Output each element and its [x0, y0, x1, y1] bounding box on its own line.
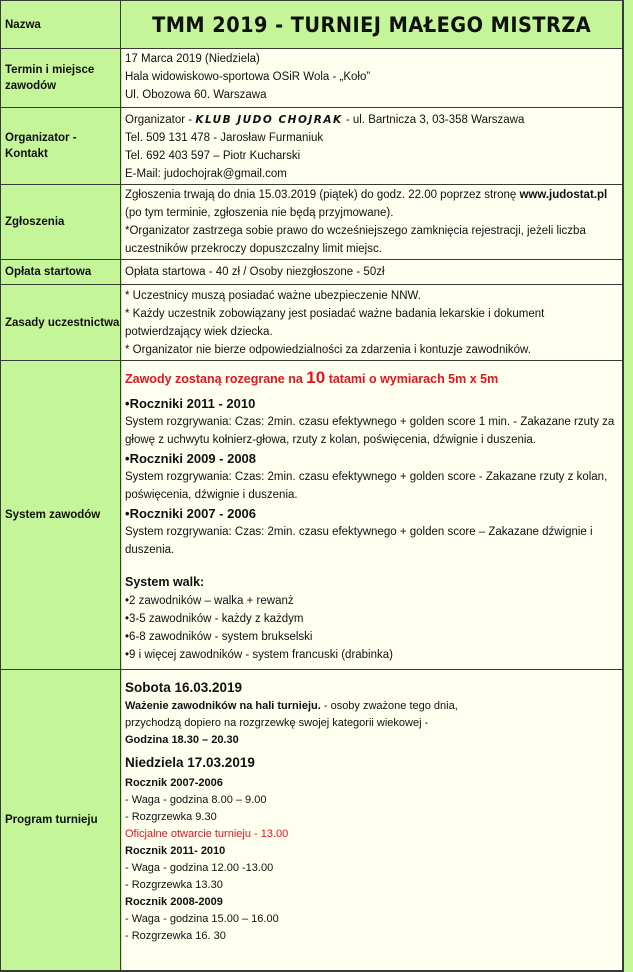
content-system — [122, 361, 622, 669]
group-2-line-1: System rozgrywania: Czas: 2min. czasu efektywnego + golden score - Zakazane rzuty z kolan, — [125, 471, 608, 483]
row-nazwa — [1, 1, 622, 49]
tatami-headline-post: tatami o wymiarach 5m x 5m — [325, 372, 499, 386]
weighing-bold: Ważenie zawodników na hali turnieju. — [125, 700, 321, 712]
content-termin — [122, 49, 622, 107]
fight-system-title: System walk: — [125, 575, 205, 589]
content-zasady — [122, 285, 622, 360]
block-title-3: Rocznik 2008-2009 — [125, 896, 223, 908]
weighing-hours: Godzina 18.30 – 20.30 — [125, 734, 239, 746]
content-oplata — [122, 260, 622, 284]
weighing-line — [125, 698, 619, 715]
label-organizator: Organizator - Kontakt — [1, 108, 121, 184]
fight-system-item: • 3-5 zawodników - każdy z każdym — [125, 610, 619, 628]
saturday-title: Sobota 16.03.2019 — [125, 680, 243, 695]
row-termin — [1, 49, 622, 108]
tatami-headline-pre: Zawody zostaną rozegrane na — [125, 372, 307, 386]
termin-date: 17 Marca 2019 (Niedziela) — [125, 53, 260, 65]
fee-text: Opłata startowa - 40 zł / Osoby niezgłoszone - 50zł — [125, 266, 385, 278]
label-program: Program turnieju — [1, 670, 121, 970]
block-2-item: - Waga - godzina 12.00 -13.00 — [125, 862, 274, 874]
label-nazwa: Nazwa — [1, 1, 121, 48]
row-zasady — [1, 285, 622, 361]
group-title-2: • Roczniki 2009 - 2008 — [125, 449, 619, 468]
label-zgloszenia: Zgłoszenia — [1, 185, 121, 259]
fight-system-item: • 9 i więcej zawodników - system francuski (drabinka) — [125, 646, 619, 664]
termin-address: Ul. Obozowa 60. Warszawa — [125, 89, 267, 101]
contact-phone-2: Tel. 692 403 597 – Piotr Kucharski — [125, 150, 301, 162]
block-3-item: - Waga - godzina 15.00 – 16.00 — [125, 913, 279, 925]
registration-note: (po tym terminie, zgłoszenia nie będą przyjmowane). — [125, 207, 394, 219]
block-1-item: - Rozgrzewka 9.30 — [125, 811, 217, 823]
label-oplata: Opłata startowa — [1, 260, 121, 284]
group-3-line-2: duszenia. — [125, 544, 175, 556]
organizer-prefix: Organizator - — [125, 114, 196, 126]
block-title-2: Rocznik 2011- 2010 — [125, 845, 226, 857]
contact-email[interactable]: E-Mail: judochojrak@gmail.com — [125, 168, 287, 180]
group-2-line-2: poświęcenia, dźwignie i duszenia. — [125, 489, 298, 501]
block-3-item: - Rozgrzewka 16. 30 — [125, 930, 226, 942]
rule-2: * Każdy uczestnik zobowiązany jest posiadać ważne badania lekarskie i dokument — [125, 308, 545, 320]
sunday-title: Niedziela 17.03.2019 — [125, 755, 255, 770]
block-title-1: Rocznik 2007-2006 — [125, 777, 223, 789]
row-system — [1, 361, 622, 670]
organizer-address: - ul. Bartnicza 3, 03-358 Warszawa — [342, 114, 525, 126]
group-1-line-2: głowę z uchwytu kołnierz-głowa, rzuty z kolan, poświęcenia, dźwignie i duszenia. — [125, 434, 537, 446]
registration-reserve-1: *Organizator zastrzega sobie prawo do wcześniejszego zamknięcia rejestracji, jeżeli liczba — [125, 225, 586, 237]
group-title-1: • Roczniki 2011 - 2010 — [125, 394, 619, 413]
fight-system-item: • 6-8 zawodników - system brukselski — [125, 628, 619, 646]
row-program — [1, 670, 622, 970]
fight-system-item: • 2 zawodników – walka + rewanż — [125, 592, 619, 610]
judostat-link[interactable]: www.judostat.pl — [519, 189, 608, 201]
content-program — [122, 670, 622, 970]
rule-3: * Organizator nie bierze odpowiedzialności za zdarzenia i kontuzje zawodników. — [125, 344, 531, 356]
row-oplata — [1, 260, 622, 285]
organizer-line — [125, 111, 619, 129]
block-2-item: - Rozgrzewka 13.30 — [125, 879, 223, 891]
tatami-headline — [125, 367, 619, 390]
registration-text: Zgłoszenia trwają do dnia 15.03.2019 (piątek) do godz. 22.00 poprzez stronę — [125, 189, 520, 201]
label-zasady: Zasady uczestnictwa — [1, 285, 121, 360]
rule-1: * Uczestnicy muszą posiadać ważne ubezpieczenie NNW. — [125, 290, 421, 302]
group-title-3: • Roczniki 2007 - 2006 — [125, 504, 619, 523]
club-name: KLUB JUDO CHOJRAK — [195, 114, 343, 126]
label-termin: Termin i miejsce zawodów — [1, 49, 121, 107]
row-organizator — [1, 108, 622, 185]
content-organizator — [122, 108, 622, 184]
rule-2-cont: potwierdzający wiek dziecka. — [125, 326, 273, 338]
group-1-line-1: System rozgrywania: Czas: 2min. czasu efektywnego + golden score 1 min. - Zakazane rzuty za — [125, 416, 615, 428]
weighing-rest: - osoby zważone tego dnia, — [320, 700, 458, 712]
content-zgloszenia — [122, 185, 622, 259]
page-title: TMM 2019 - TURNIEJ MAŁEGO MISTRZA — [152, 12, 592, 37]
registration-deadline — [125, 186, 619, 204]
termin-venue: Hala widowiskowo-sportowa OSiR Wola - „Koło” — [125, 71, 371, 83]
tatami-count: 10 — [306, 368, 326, 387]
title-cell — [122, 1, 622, 48]
label-system: System zawodów — [1, 361, 121, 669]
contact-phone-1: Tel. 509 131 478 - Jarosław Furmaniuk — [125, 132, 324, 144]
group-3-line-1: System rozgrywania: Czas: 2min. czasu efektywnego + golden score – Zakazane dźwignie i — [125, 526, 593, 538]
opening-ceremony: Oficjalne otwarcie turnieju - 13.00 — [125, 828, 289, 840]
registration-reserve-2: uczestników przekroczy dopuszczalny limit miejsc. — [125, 243, 382, 255]
weighing-line-2: przychodzą dopiero na rozgrzewkę swojej kategorii wiekowej - — [125, 717, 429, 729]
block-1-item: - Waga - godzina 8.00 – 9.00 — [125, 794, 267, 806]
row-zgloszenia — [1, 185, 622, 260]
